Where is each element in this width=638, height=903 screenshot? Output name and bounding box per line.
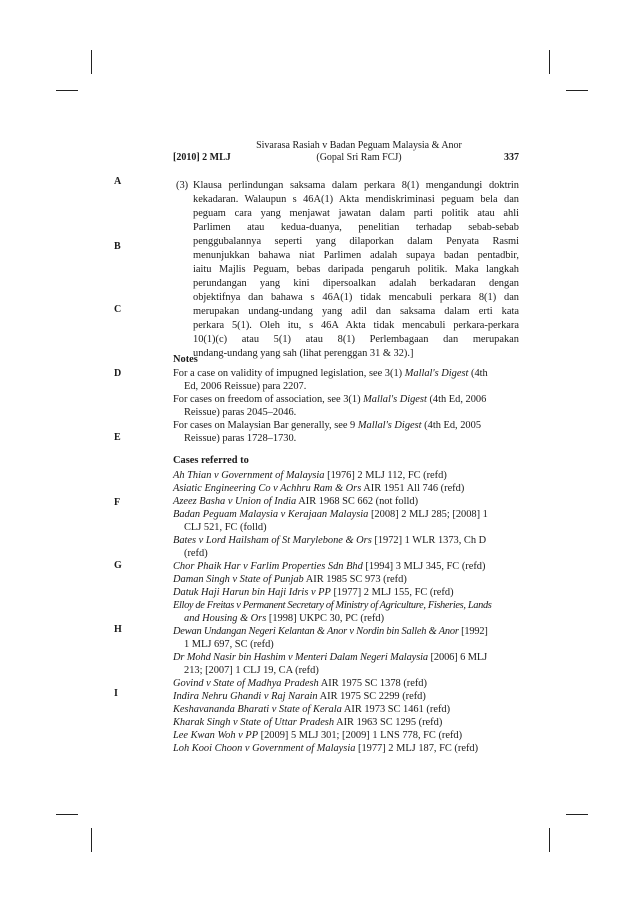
- crop-mark: [56, 814, 78, 815]
- margin-letter-i: I: [114, 688, 118, 699]
- case-entry: Kharak Singh v State of Uttar Pradesh AIR 1963 SC 1295 (refd): [173, 717, 443, 728]
- case-entry: Elloy de Freitas v Permanent Secretary of Ministry of Agriculture, Fisheries, Lands and Housing & Ors [1998] UKPC 30, PC (refd): [173, 600, 492, 624]
- crop-mark: [566, 90, 588, 91]
- paragraph-line: objektifnya dan bahawa s 46A(1) tidak mencabuli perkara 8(1) dan: [193, 292, 519, 303]
- paragraph-line: menunjukkan bahawa niat Parlimen adalah supaya badan pentadbir,: [193, 250, 519, 261]
- case-entry: Datuk Haji Harun bin Haji Idris v PP [1977] 2 MLJ 155, FC (refd): [173, 587, 454, 598]
- paragraph-line: merupakan undang-undang yang adil dan saksama dalam erti kata: [193, 306, 519, 317]
- note-entry: For cases on freedom of association, see 3(1) Mallal's Digest (4th Ed, 2006 Reissue) paras 2045–2046.: [173, 394, 487, 418]
- margin-letter-d: D: [114, 368, 122, 379]
- crop-mark: [56, 90, 78, 91]
- paragraph-line: perkara 5(1). Oleh itu, s 46A Akta tidak mencabuli perkara-perkara: [193, 320, 519, 331]
- note-entry: For a case on validity of impugned legislation, see 3(1) Mallal's Digest (4th Ed, 2006 Reissue) para 2207.: [173, 368, 488, 392]
- case-entry: Dewan Undangan Negeri Kelantan & Anor v Nordin bin Salleh & Anor [1992] 1 MLJ 697, SC (refd): [173, 626, 488, 650]
- case-entry: Ah Thian v Government of Malaysia [1976] 2 MLJ 112, FC (refd): [173, 470, 447, 481]
- case-entry: Lee Kwan Woh v PP [2009] 5 MLJ 301; [2009] 1 LNS 778, FC (refd): [173, 730, 463, 741]
- paragraph-line: 10(1)(c) atau 5(1) atau 8(1) Perlembagaan dan merupakan: [193, 334, 519, 345]
- case-entry: Daman Singh v State of Punjab AIR 1985 SC 973 (refd): [173, 574, 407, 585]
- case-entry: Keshavananda Bharati v State of Kerala AIR 1973 SC 1461 (refd): [173, 704, 451, 715]
- header-case-line1: Sivarasa Rasiah v Badan Peguam Malaysia & Anor: [256, 140, 462, 151]
- case-entry: Azeez Basha v Union of India AIR 1968 SC 662 (not folld): [173, 496, 419, 507]
- paragraph-line: penggubalannya seperti yang dilaporkan dalam Penyata Rasmi: [193, 236, 519, 247]
- header-citation: [2010] 2 MLJ: [173, 152, 231, 163]
- paragraph-number: (3): [176, 180, 189, 191]
- case-entry: Bates v Lord Hailsham of St Marylebone & Ors [1972] 1 WLR 1373, Ch D (refd): [173, 535, 487, 559]
- crop-mark: [566, 814, 588, 815]
- paragraph-line: undang-undang yang sah (lihat perenggan 31 & 32).]: [193, 348, 414, 359]
- margin-letter-b: B: [114, 241, 121, 252]
- crop-mark: [549, 50, 550, 74]
- crop-mark: [549, 828, 550, 852]
- case-entry: Indira Nehru Ghandi v Raj Narain AIR 1975 SC 2299 (refd): [173, 691, 426, 702]
- margin-letter-e: E: [114, 432, 121, 443]
- margin-letter-g: G: [114, 560, 122, 571]
- paragraph-line: Klausa perlindungan saksama dalam perkara 8(1) mengandungi doktrin: [193, 180, 519, 191]
- margin-letter-h: H: [114, 624, 122, 635]
- cases-heading: Cases referred to: [173, 455, 249, 466]
- paragraph-line: perundangan yang kini dipersoalkan adalah berkadaran dengan: [193, 278, 519, 289]
- crop-mark: [91, 828, 92, 852]
- paragraph-line: Parlimen atau kedua-duanya, penelitian terhadap sebab-sebab: [193, 222, 519, 233]
- case-entry: Loh Kooi Choon v Government of Malaysia [1977] 2 MLJ 187, FC (refd): [173, 743, 479, 754]
- case-entry: Chor Phaik Har v Farlim Properties Sdn Bhd [1994] 3 MLJ 345, FC (refd): [173, 561, 486, 572]
- note-entry: For cases on Malaysian Bar generally, see 9 Mallal's Digest (4th Ed, 2005 Reissue) paras 1728–1730.: [173, 420, 482, 444]
- header-case-line2: (Gopal Sri Ram FCJ): [316, 152, 402, 163]
- margin-letter-c: C: [114, 304, 122, 315]
- case-entry: Asiatic Engineering Co v Achhru Ram & Ors AIR 1951 All 746 (refd): [173, 483, 465, 494]
- case-entry: Govind v State of Madhya Pradesh AIR 1975 SC 1378 (refd): [173, 678, 427, 689]
- notes-heading: Notes: [173, 354, 198, 365]
- crop-mark: [91, 50, 92, 74]
- margin-letter-f: F: [114, 497, 121, 508]
- paragraph-line: kekadaran. Walaupun s 46A(1) Akta mendiskriminasi peguam bela dan: [193, 194, 519, 205]
- paragraph-line: iaitu Majlis Peguam, bebas daripada pengaruh politik. Maka langkah: [193, 264, 519, 275]
- case-entry: Badan Peguam Malaysia v Kerajaan Malaysia [2008] 2 MLJ 285; [2008] 1 CLJ 521, FC (folld): [173, 509, 488, 533]
- case-entry: Dr Mohd Nasir bin Hashim v Menteri Dalam Negeri Malaysia [2006] 6 MLJ 213; [2007] 1 CLJ 19, CA (refd): [173, 652, 488, 676]
- margin-letter-a: A: [114, 176, 122, 187]
- header-case-name: [250, 140, 468, 164]
- page-number: 337: [504, 152, 519, 163]
- paragraph-line: peguam cara yang menjawat jawatan dalam parti politik atau ahli: [193, 208, 519, 219]
